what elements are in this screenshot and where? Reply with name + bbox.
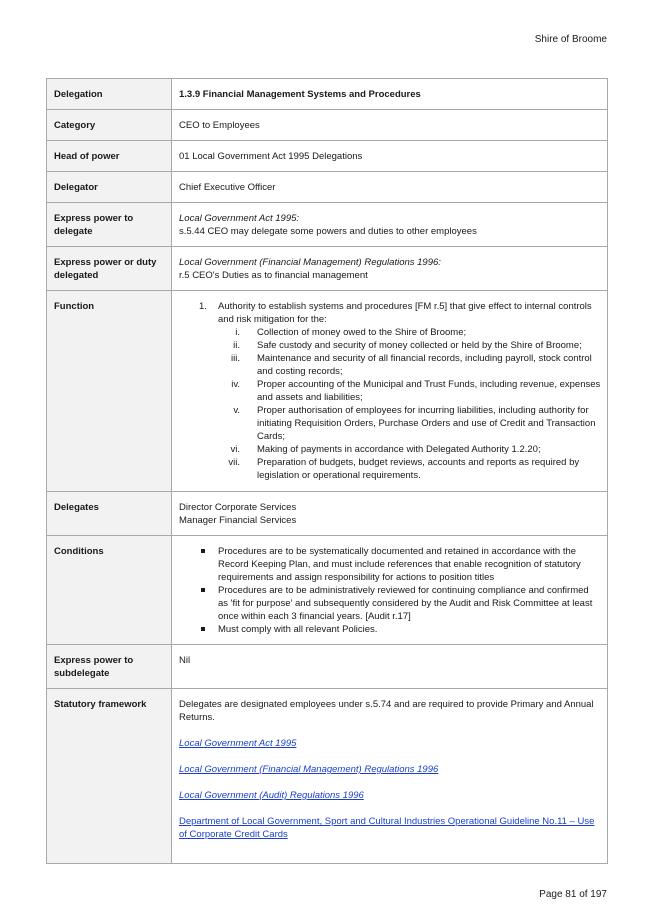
value-category: CEO to Employees [172, 110, 608, 141]
label-delegation: Delegation [47, 79, 172, 110]
value-delegation: 1.3.9 Financial Management Systems and Procedures [172, 79, 608, 110]
subitem-number: ii. [233, 340, 240, 351]
subitem-number: iv. [231, 379, 240, 390]
link-audit-regulations[interactable]: Local Government (Audit) Regulations 1996 [179, 790, 364, 801]
function-subitem [218, 378, 601, 404]
label-express-power: Express power to delegate [47, 203, 172, 247]
subitem-text: Maintenance and security of all financial records, including payroll, stock control and costing records; [257, 353, 592, 377]
subitem-number: vii. [228, 457, 240, 468]
value-function [172, 291, 608, 492]
label-function: Function [47, 291, 172, 492]
express-power-text: s.5.44 CEO may delegate some powers and duties to other employees [179, 226, 477, 237]
label-subdelegate: Express power to subdelegate [47, 645, 172, 689]
row-statutory [47, 689, 608, 864]
function-subitem [218, 339, 601, 352]
label-delegates: Delegates [47, 492, 172, 536]
value-statutory [172, 689, 608, 864]
subitem-number: vi. [230, 444, 240, 455]
value-conditions [172, 536, 608, 645]
condition-item: Procedures are to be systematically documented and retained in accordance with the Record Keeping Plan, and must include references that enable recognition of statutory requirements and assign responsibility for actions to position titles [179, 545, 601, 584]
link-local-government-act[interactable]: Local Government Act 1995 [179, 738, 297, 749]
row-delegates [47, 492, 608, 536]
function-sublist [218, 326, 601, 482]
link-operational-guideline[interactable]: Department of Local Government, Sport and Cultural Industries Operational Guideline No.11 – Use of Corporate Credit Cards [179, 816, 595, 840]
row-express-duty [47, 247, 608, 291]
function-subitem [218, 404, 601, 443]
function-item-text: Authority to establish systems and procedures [FM r.5] that give effect to internal controls and risk mitigation for the: [218, 301, 592, 325]
row-function [47, 291, 608, 492]
label-delegator: Delegator [47, 172, 172, 203]
row-category [47, 110, 608, 141]
express-power-act: Local Government Act 1995: [179, 213, 300, 224]
subitem-number: v. [233, 405, 240, 416]
subitem-number: i. [235, 327, 240, 338]
subitem-text: Preparation of budgets, budget reviews, accounts and reports as required by legislation or operational requirements. [257, 457, 580, 481]
delegate-line: Director Corporate Services [179, 502, 297, 513]
express-duty-text: r.5 CEO's Duties as to financial management [179, 270, 368, 281]
function-subitem [218, 352, 601, 378]
function-subitem [218, 326, 601, 339]
label-head-of-power: Head of power [47, 141, 172, 172]
statutory-intro: Delegates are designated employees under s.5.74 and are required to provide Primary and Annual Returns. [179, 699, 594, 723]
function-subitem [218, 456, 601, 482]
row-subdelegate [47, 645, 608, 689]
express-duty-act: Local Government (Financial Management) Regulations 1996: [179, 257, 441, 268]
delegation-table [46, 78, 608, 864]
delegate-line: Manager Financial Services [179, 515, 297, 526]
label-category: Category [47, 110, 172, 141]
subitem-text: Making of payments in accordance with Delegated Authority 1.2.20; [257, 444, 541, 455]
row-conditions [47, 536, 608, 645]
link-financial-management-regulations[interactable]: Local Government (Financial Management) Regulations 1996 [179, 764, 439, 775]
subitem-text: Proper authorisation of employees for incurring liabilities, including authority for initiating Requisition Orders, Purchase Orders and use of Credit and Transaction Cards; [257, 405, 596, 442]
subitem-text: Proper accounting of the Municipal and Trust Funds, including revenue, expenses and assets and liabilities; [257, 379, 601, 403]
subitem-text: Collection of money owed to the Shire of Broome; [257, 327, 467, 338]
header-organisation: Shire of Broome [534, 34, 607, 45]
value-subdelegate: Nil [172, 645, 608, 689]
value-express-power [172, 203, 608, 247]
page-number: Page 81 of 197 [539, 889, 607, 900]
value-express-duty [172, 247, 608, 291]
row-head-of-power [47, 141, 608, 172]
function-list [179, 300, 601, 482]
value-head-of-power: 01 Local Government Act 1995 Delegations [172, 141, 608, 172]
label-conditions: Conditions [47, 536, 172, 645]
value-delegates [172, 492, 608, 536]
condition-item: Procedures are to be administratively reviewed for continuing compliance and confirmed as 'fit for purpose' and subsequently considered by the Audit and Risk Committee at least once within each 3 financial years. [Audit r.17] [179, 584, 601, 623]
row-express-power [47, 203, 608, 247]
condition-item: Must comply with all relevant Policies. [179, 623, 601, 636]
subitem-number: iii. [231, 353, 240, 364]
subitem-text: Safe custody and security of money collected or held by the Shire of Broome; [257, 340, 582, 351]
conditions-list [179, 545, 601, 636]
function-subitem [218, 443, 601, 456]
function-item-number: 1. [199, 301, 207, 312]
function-item [179, 300, 601, 482]
value-delegator: Chief Executive Officer [172, 172, 608, 203]
label-express-duty: Express power or duty delegated [47, 247, 172, 291]
row-delegator [47, 172, 608, 203]
label-statutory: Statutory framework [47, 689, 172, 864]
row-delegation [47, 79, 608, 110]
